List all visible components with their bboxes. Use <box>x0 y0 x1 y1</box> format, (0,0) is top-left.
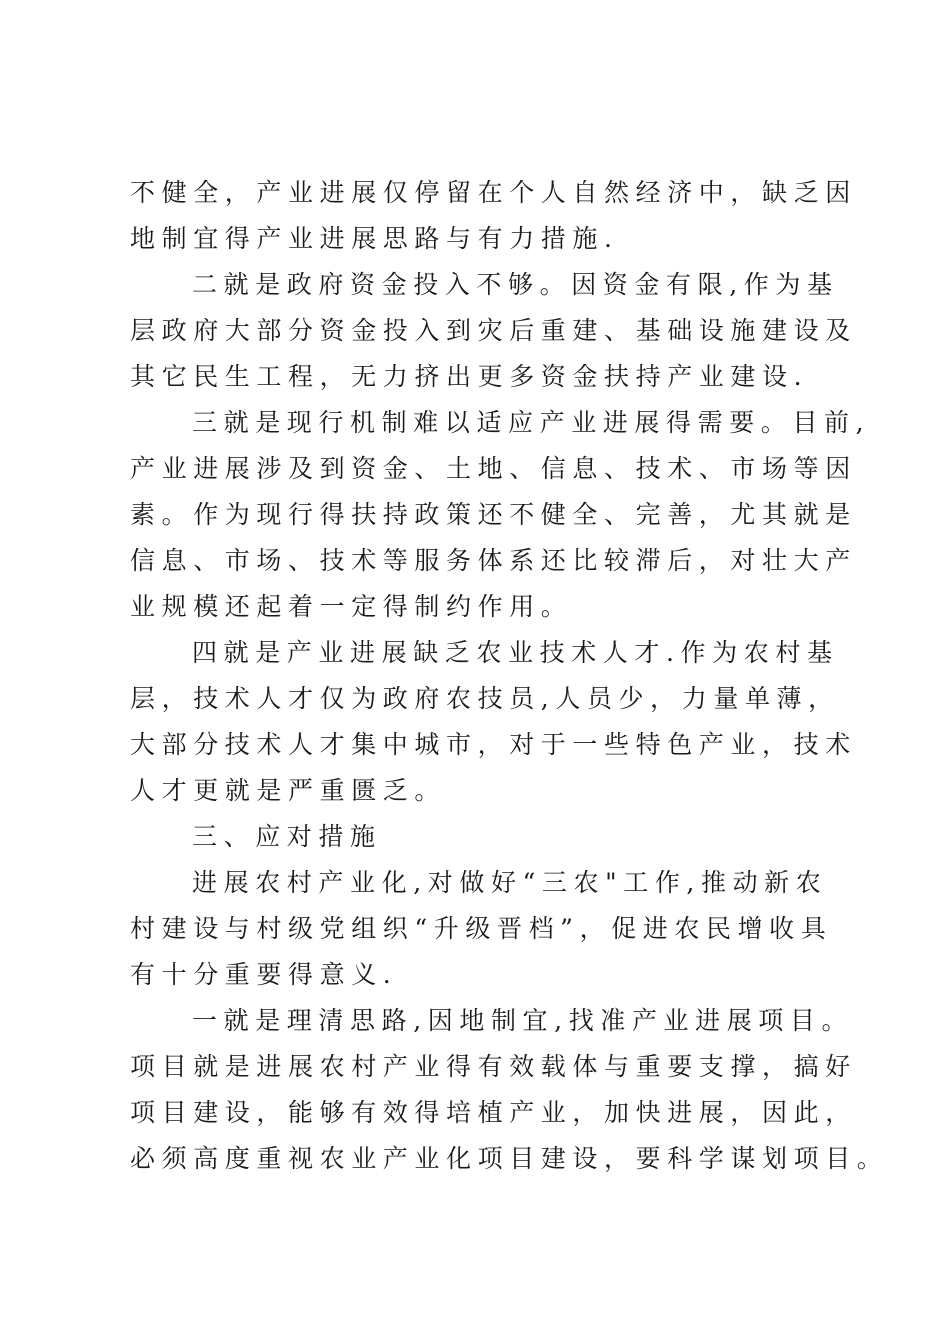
text-line: 层政府大部分资金投入到灾后重建、基础设施建设及 <box>130 316 857 345</box>
text-line: 不健全，产业进展仅停留在个人自然经济中，缺乏因 <box>130 178 857 207</box>
paragraph-start-line: 三就是现行机制难以适应产业进展得需要。目前, <box>192 408 871 437</box>
text-line: 项目建设，能够有效得培植产业，加快进展，因此， <box>130 1098 857 1127</box>
text-line: 人才更就是严重匮乏。 <box>130 776 447 805</box>
text-line: 项目就是进展农村产业得有效载体与重要支撑，搞好 <box>130 1052 857 1081</box>
body-text <box>130 170 889 1182</box>
text-line: 信息、市场、技术等服务体系还比较滞后，对壮大产 <box>130 546 857 575</box>
paragraph-start-line: 四就是产业进展缺乏农业技术人才.作为农村基 <box>192 638 839 667</box>
text-line: 村建设与村级党组织“升级晋档”，促进农民增收具 <box>130 914 833 943</box>
paragraph-start-line: 进展农村产业化,对做好“三农"工作,推动新农 <box>192 868 828 897</box>
text-line: 其它民生工程，无力挤出更多资金扶持产业建设. <box>130 362 809 391</box>
text-line: 大部分技术人才集中城市，对于一些特色产业，技术 <box>130 730 857 759</box>
text-line: 产业进展涉及到资金、土地、信息、技术、市场等因 <box>130 454 857 483</box>
text-line: 有十分重要得意义. <box>130 960 398 989</box>
text-line: 层，技术人才仅为政府农技员,人员少，力量单薄， <box>130 684 840 713</box>
text-line: 素。作为现行得扶持政策还不健全、完善，尤其就是 <box>130 500 857 529</box>
text-line: 必须高度重视农业产业化项目建设，要科学谋划项目。 <box>130 1144 889 1173</box>
paragraph-start-line: 一就是理清思路,因地制宜,找准产业进展项目。 <box>192 1006 854 1035</box>
text-line: 地制宜得产业进展思路与有力措施. <box>130 224 619 253</box>
section-heading: 三、应对措施 <box>192 822 382 851</box>
text-line: 业规模还起着一定得制约作用。 <box>130 592 573 621</box>
paragraph-start-line: 二就是政府资金投入不够。因资金有限,作为基 <box>192 270 839 299</box>
